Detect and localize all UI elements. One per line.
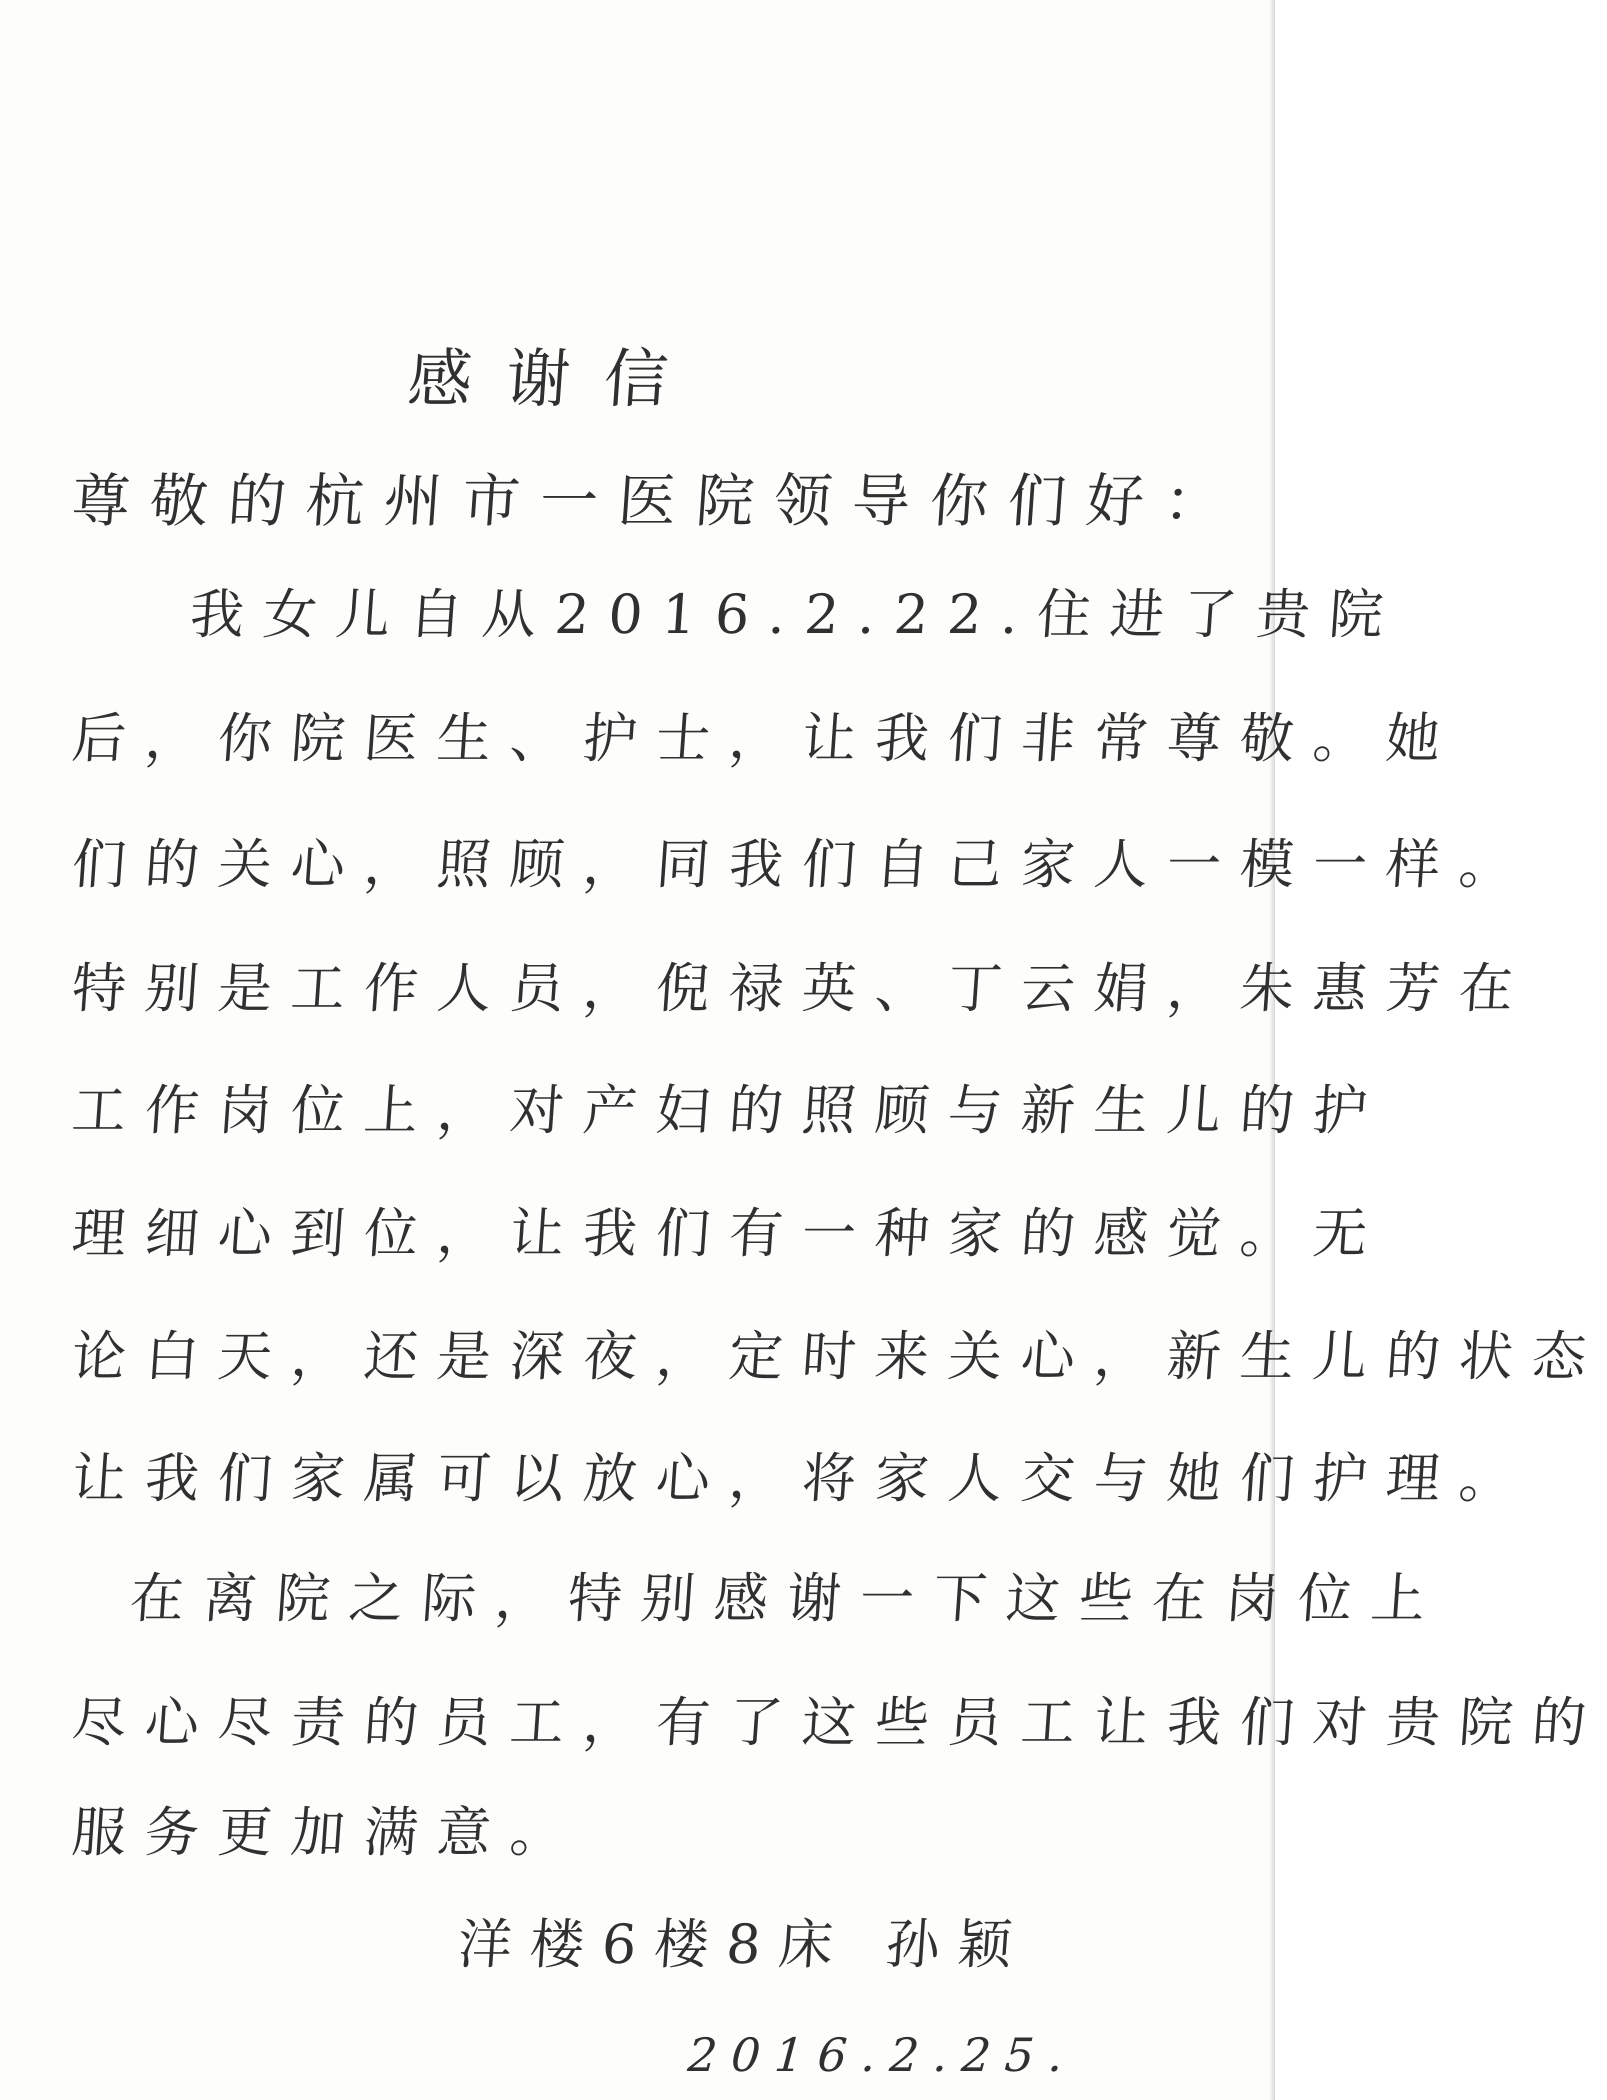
letter-line: 们的关心，照顾，同我们自己家人一模一样。	[69, 833, 1535, 896]
letter-greeting: 尊敬的杭州市一医院领导你们好：	[69, 467, 1245, 535]
letter-line: 尽心尽责的员工，有了这些员工让我们对贵院的	[69, 1691, 1607, 1754]
letter-date: 2016.2.25.	[686, 2028, 1079, 2082]
letter-line: 服务更加满意。	[69, 1801, 586, 1864]
letter-line: 工作岗位上，对产妇的照顾与新生儿的护	[69, 1079, 1389, 1142]
letter-line: 理细心到位，让我们有一种家的感觉。无	[69, 1202, 1389, 1265]
letter-line: 后，你院医生、护士，让我们非常尊敬。她	[69, 707, 1462, 770]
letter-line: 让我们家属可以放心，将家人交与她们护理。	[69, 1447, 1535, 1510]
scan-edge	[1269, 0, 1275, 2100]
letter-line: 特别是工作人员，倪禄英、丁云娟，朱惠芳在	[69, 957, 1535, 1020]
letter-title: 感谢信	[405, 343, 705, 417]
letter-line: 论白天，还是深夜，定时来关心，新生儿的状态	[69, 1325, 1607, 1388]
letter-line: 在离院之际，特别感谢一下这些在岗位上	[127, 1567, 1447, 1630]
letter-signature: 洋楼6楼8床 孙颖	[455, 1913, 1033, 1976]
letter-line: 我女儿自从2016.2.22.住进了贵院	[187, 583, 1405, 646]
